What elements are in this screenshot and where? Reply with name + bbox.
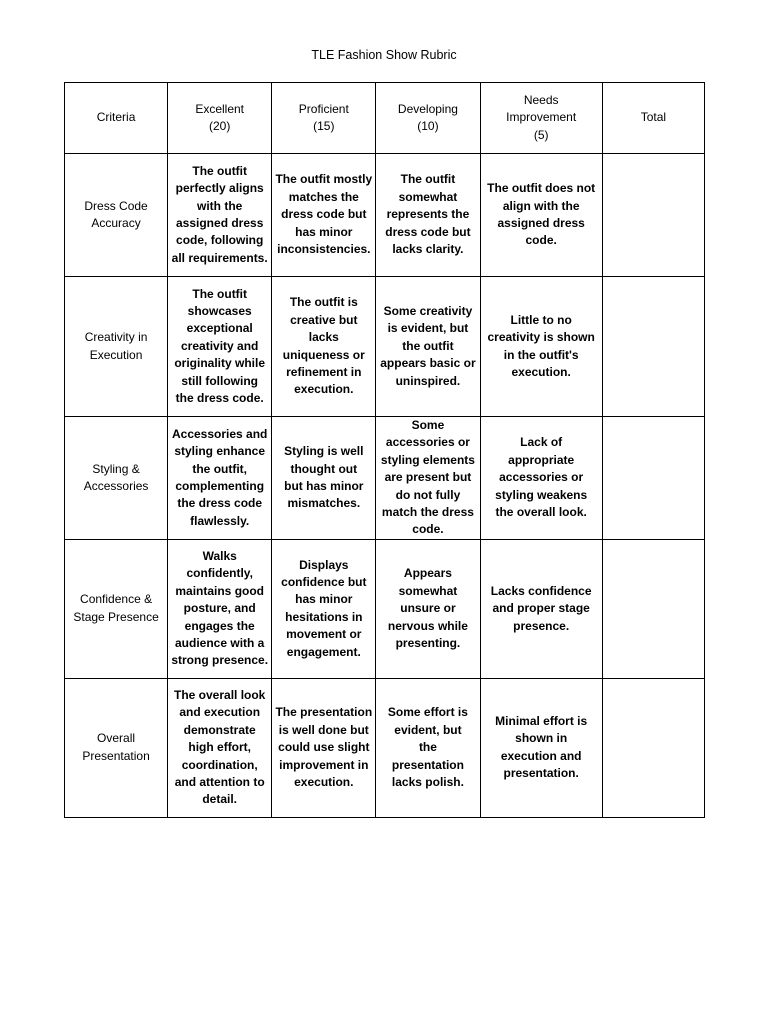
total-cell[interactable]	[602, 154, 704, 277]
proficient-cell: Displays confidence but has minor hesitations in movement or engagement.	[272, 539, 376, 678]
table-row	[65, 539, 705, 678]
developing-cell: Appears somewhat unsure or nervous while presenting.	[376, 539, 480, 678]
table-row	[65, 678, 705, 817]
header-developing-label: Developing	[397, 101, 458, 116]
header-needs-improvement-label: Needs Improvement	[506, 92, 577, 125]
excellent-cell: Walks confidently, maintains good posture, and engages the audience with a strong presence.	[168, 539, 272, 678]
needs-improvement-cell: The outfit does not align with the assigned dress code.	[480, 154, 602, 277]
needs-improvement-cell: Little to no creativity is shown in the outfit's execution.	[480, 277, 602, 417]
developing-cell: Some effort is evident, but the presentation lacks polish.	[376, 678, 480, 817]
needs-improvement-cell: Lacks confidence and proper stage presence.	[480, 539, 602, 678]
excellent-cell: Accessories and styling enhance the outfit, complementing the dress code flawlessly.	[168, 417, 272, 540]
developing-cell: The outfit somewhat represents the dress code but lacks clarity.	[376, 154, 480, 277]
needs-improvement-cell: Lack of appropriate accessories or styling weakens the overall look.	[480, 417, 602, 540]
excellent-cell: The outfit showcases exceptional creativity and originality while still following the dress code.	[168, 277, 272, 417]
excellent-cell: The outfit perfectly aligns with the assigned dress code, following all requirements.	[168, 154, 272, 277]
header-row	[65, 83, 705, 154]
total-cell[interactable]	[602, 277, 704, 417]
criteria-cell: Overall Presentation	[65, 678, 168, 817]
header-needs-improvement	[480, 83, 602, 154]
total-cell[interactable]	[602, 539, 704, 678]
header-proficient-label: Proficient	[298, 101, 349, 116]
developing-cell: Some creativity is evident, but the outfit appears basic or uninspired.	[376, 277, 480, 417]
total-cell[interactable]	[602, 678, 704, 817]
table-row	[65, 277, 705, 417]
needs-improvement-cell: Minimal effort is shown in execution and presentation.	[480, 678, 602, 817]
proficient-cell: The outfit mostly matches the dress code but has minor inconsistencies.	[272, 154, 376, 277]
criteria-cell: Dress Code Accuracy	[65, 154, 168, 277]
proficient-cell: Styling is well thought out but has minor mismatches.	[272, 417, 376, 540]
document-title: TLE Fashion Show Rubric	[311, 48, 457, 62]
excellent-cell: The overall look and execution demonstrate high effort, coordination, and attention to detail.	[168, 678, 272, 817]
header-proficient	[272, 83, 376, 154]
table-row	[65, 154, 705, 277]
header-excellent-label: Excellent	[195, 101, 245, 116]
header-excellent	[168, 83, 272, 154]
header-needs-improvement-points: (5)	[533, 127, 549, 142]
header-proficient-points: (15)	[313, 119, 335, 133]
proficient-cell: The presentation is well done but could use slight improvement in execution.	[272, 678, 376, 817]
header-excellent-points: (20)	[209, 119, 231, 133]
header-criteria: Criteria	[65, 83, 168, 154]
header-total: Total	[602, 83, 704, 154]
total-cell[interactable]	[602, 417, 704, 540]
criteria-cell: Creativity in Execution	[65, 277, 168, 417]
header-developing	[376, 83, 480, 154]
table-row	[65, 417, 705, 540]
criteria-cell: Confidence & Stage Presence	[65, 539, 168, 678]
rubric-table	[64, 82, 705, 818]
developing-cell: Some accessories or styling elements are present but do not fully match the dress code.	[376, 417, 480, 540]
proficient-cell: The outfit is creative but lacks uniqueness or refinement in execution.	[272, 277, 376, 417]
header-developing-points: (10)	[417, 119, 439, 133]
criteria-cell: Styling & Accessories	[65, 417, 168, 540]
